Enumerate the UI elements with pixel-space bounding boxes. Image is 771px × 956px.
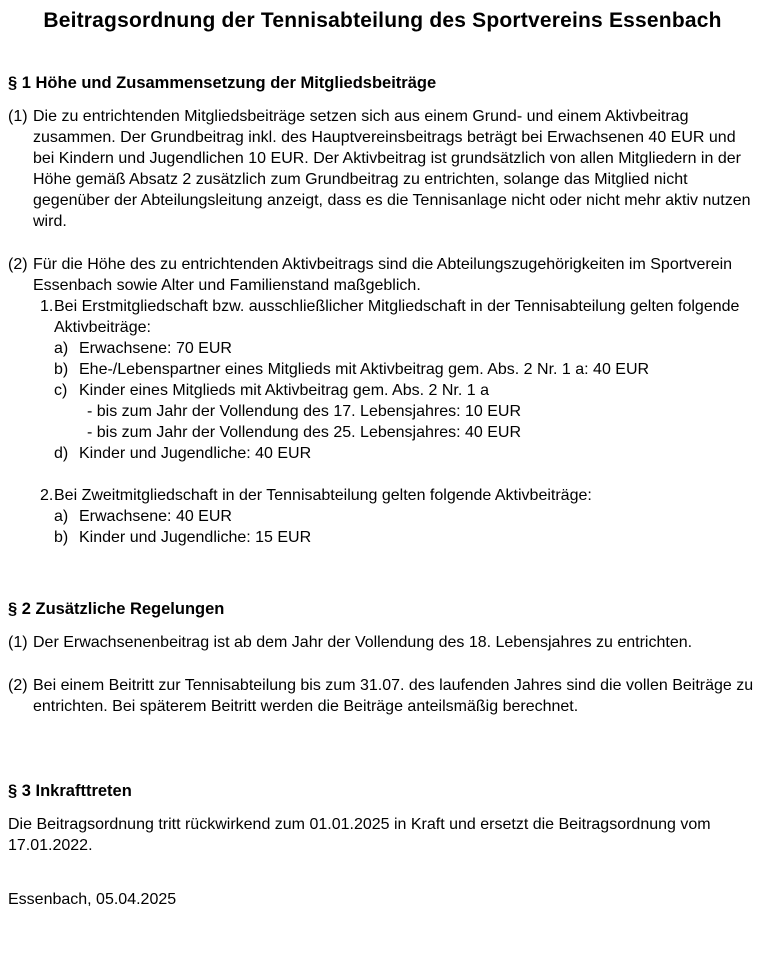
list-item-2 [40,485,757,548]
list-item-1 [40,296,757,464]
list-item-text: Bei Zweitmitgliedschaft in der Tennisabteilung gelten folgende Aktivbeiträge: [54,487,592,504]
list-item-marker: b) [54,361,69,378]
list-item-text: Kinder eines Mitglieds mit Aktivbeitrag gem. Abs. 2 Nr. 1 a [79,382,489,399]
paragraph-text: Bei einem Beitritt zur Tennisabteilung bis zum 31.07. des laufenden Jahres sind die vollen Beiträge zu entrichten. Bei späterem Beitritt werden die Beiträge anteilsmäßig berechnet. [33,677,754,715]
paragraph-text: Die zu entrichtenden Mitgliedsbeiträge setzen sich aus einem Grund- und einem Aktivbeitrag zusammen. Der Grundbeitrag inkl. des Hauptvereinsbeitrags beträgt bei Erwachsenen 40 EUR und bei Kindern und Jugendlichen 10 EUR. Der Aktivbeitrag ist grundsätzlich von allen Mitgliedern in der Höhe gemäß Absatz 2 zusätzlich zum Grundbeitrag zu entrichten, solange das Mitglied nicht gegenüber der Abteilungsleitung anzeigt, dass es die Tennisanlage nicht oder nicht mehr aktiv nutzen wird. [33,108,751,230]
dash-subline-17: - bis zum Jahr der Vollendung des 17. Lebensjahres: 10 EUR [87,403,522,420]
paragraph-marker: (1) [8,634,28,651]
list-item-text: Kinder und Jugendliche: 40 EUR [79,445,312,462]
list-item-marker: a) [54,340,69,357]
list-item-1d [54,443,757,464]
list-item-2a [54,506,757,527]
section-1-paragraph-1 [8,106,757,232]
paragraph-text: Für die Höhe des zu entrichtenden Aktivbeitrags sind die Abteilungszugehörigkeiten im Sportverein Essenbach sowie Alter und Familienstand maßgeblich. [33,256,733,294]
list-item-marker: a) [54,508,69,525]
section-2-paragraph-1 [8,632,757,653]
section-2-heading: § 2 Zusätzliche Regelungen [8,600,225,618]
section-1-heading: § 1 Höhe und Zusammensetzung der Mitgliedsbeiträge [8,74,437,92]
list-item-text: Erwachsene: 70 EUR [79,340,232,357]
list-item-1b [54,359,757,380]
paragraph-text: Der Erwachsenenbeitrag ist ab dem Jahr der Vollendung des 18. Lebensjahres zu entrichten. [33,634,693,651]
paragraph-marker: (2) [8,677,28,694]
list-item-2b [54,527,757,548]
list-item-marker: d) [54,445,69,462]
list-item-text: Bei Erstmitgliedschaft bzw. ausschließlicher Mitgliedschaft in der Tennisabteilung gelten folgende Aktivbeiträge: [54,298,740,336]
paragraph-marker: (1) [8,108,28,125]
list-item-text: Ehe-/Lebenspartner eines Mitglieds mit Aktivbeitrag gem. Abs. 2 Nr. 1 a: 40 EUR [79,361,650,378]
paragraph-marker: (2) [8,256,28,273]
dash-subline-25: - bis zum Jahr der Vollendung des 25. Lebensjahres: 40 EUR [87,424,522,441]
section-3-body: Die Beitragsordnung tritt rückwirkend zum 01.01.2025 in Kraft und ersetzt die Beitragsordnung vom 17.01.2022. [8,816,711,854]
document-title: Beitragsordnung der Tennisabteilung des Sportvereins Essenbach [43,9,722,32]
list-item-text: Erwachsene: 40 EUR [79,508,232,525]
signature-line: Essenbach, 05.04.2025 [8,891,177,908]
section-2-paragraph-2 [8,675,757,717]
list-item-marker: c) [54,382,68,399]
list-item-1c [54,380,757,443]
section-3-heading: § 3 Inkrafttreten [8,782,132,800]
list-item-text: Kinder und Jugendliche: 15 EUR [79,529,312,546]
list-item-marker: b) [54,529,69,546]
list-item-marker: 2. [40,487,54,504]
section-1-paragraph-2 [8,254,757,548]
list-item-1a [54,338,757,359]
list-item-marker: 1. [40,298,54,315]
